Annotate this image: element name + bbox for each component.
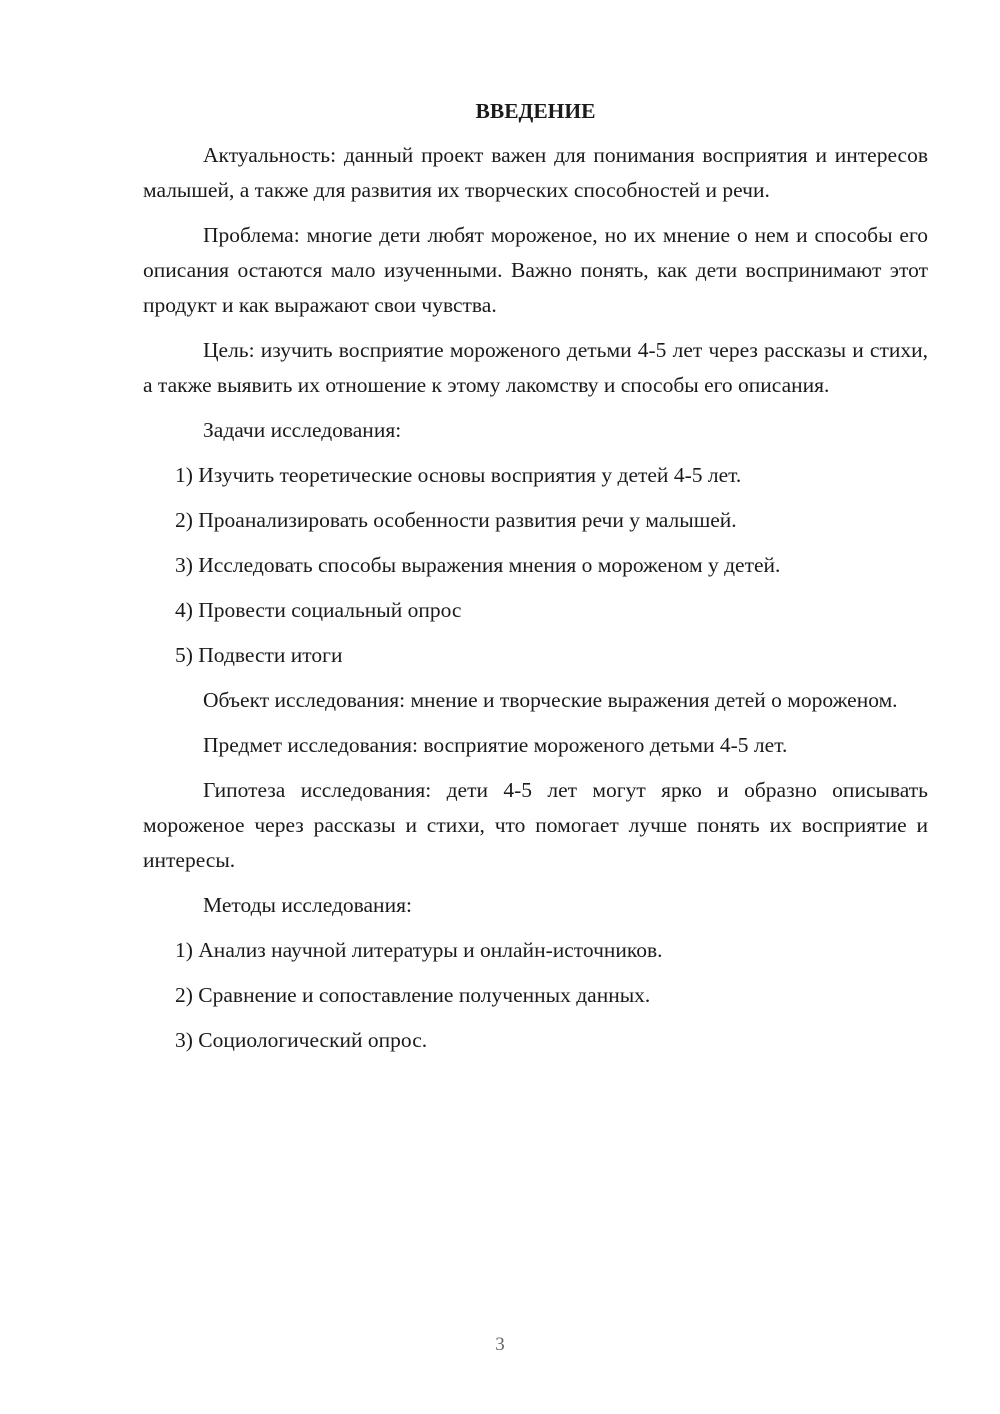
problem-paragraph: Проблема: многие дети любят мороженое, но их мнение о нем и способы его описания остаются мало изученными. Важно понять, как дети воспринимают этот продукт и как выражают свои чувства. [143, 223, 928, 317]
tasks-heading: Задачи исследования: [203, 418, 402, 442]
document-page [143, 96, 928, 1068]
task-item: 2) Проанализировать особенности развития речи у малышей. [175, 508, 737, 532]
task-item: 5) Подвести итоги [175, 643, 343, 667]
hypothesis-paragraph: Гипотеза исследования: дети 4-5 лет могут ярко и образно описывать мороженое через рассказы и стихи, что помогает лучше понять их восприятие и интересы. [143, 778, 928, 872]
method-item: 3) Социологический опрос. [175, 1028, 428, 1052]
relevance-paragraph: Актуальность: данный проект важен для понимания восприятия и интересов малышей, а также для развития их творческих способностей и речи. [143, 143, 928, 202]
method-item: 1) Анализ научной литературы и онлайн-источников. [175, 938, 663, 962]
methods-heading: Методы исследования: [203, 893, 412, 917]
goal-paragraph: Цель: изучить восприятие мороженого детьми 4-5 лет через рассказы и стихи, а также выявить их отношение к этому лакомству и способы его описания. [143, 338, 928, 397]
method-item: 2) Сравнение и сопоставление полученных данных. [175, 983, 651, 1007]
subject-paragraph: Предмет исследования: восприятие мороженого детьми 4-5 лет. [203, 733, 788, 757]
page-number: 3 [495, 1334, 505, 1355]
task-item: 4) Провести социальный опрос [175, 598, 462, 622]
object-paragraph: Объект исследования: мнение и творческие выражения детей о мороженом. [203, 688, 898, 712]
task-item: 1) Изучить теоретические основы восприятия у детей 4-5 лет. [175, 463, 742, 487]
page-title: ВВЕДЕНИЕ [475, 99, 596, 123]
task-item: 3) Исследовать способы выражения мнения о мороженом у детей. [175, 553, 781, 577]
